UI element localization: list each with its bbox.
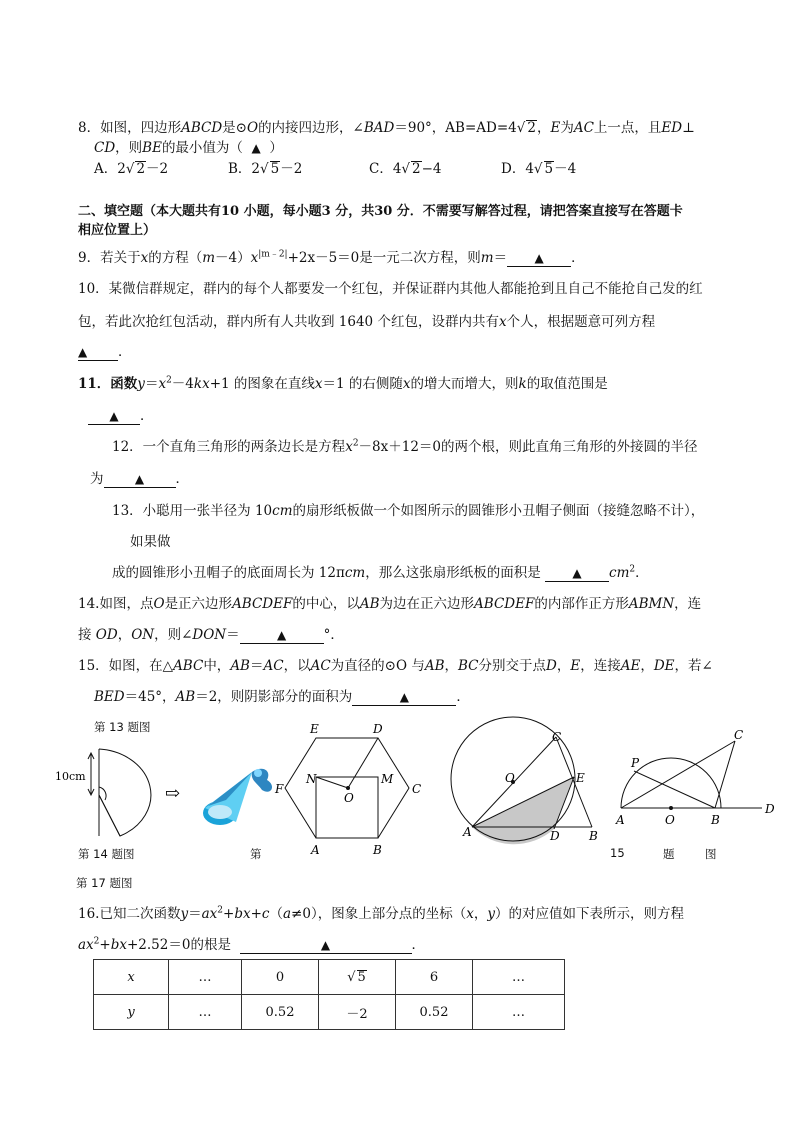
q8-option-a: A．2√ 2－2 xyxy=(94,161,169,177)
q9: 9．若关于x的方程$(m-4)x^{|m﹣2|}+2x-5=0$是一元二次方程，则m＝ ▲ ． xyxy=(78,249,585,266)
q14-line2: 接 OD，ON，则∠DON＝ ▲ °． xyxy=(78,627,344,643)
circle-label-c: C xyxy=(552,730,562,744)
answer-blank[interactable]: ▲ xyxy=(240,627,324,644)
table-cell: … xyxy=(169,995,242,1030)
caption-fig14: 第 14 题图 xyxy=(78,847,135,861)
q8-line2: CD，则BE的最小值为（ ▲ ） xyxy=(94,140,283,156)
hex-label-n: N xyxy=(306,772,317,786)
sector-radius-label: 10cm xyxy=(55,770,86,783)
table-cell: 0.52 xyxy=(242,995,319,1030)
answer-blank[interactable]: ▲ xyxy=(507,250,571,267)
table-cell: … xyxy=(473,995,565,1030)
caption-di: 第 xyxy=(250,847,262,861)
hex-label-b: B xyxy=(373,843,382,857)
hex-label-c: C xyxy=(412,782,422,796)
q8-option-c: C．4√ 2−4 xyxy=(369,161,442,177)
hexagon-figure xyxy=(285,738,409,838)
q16-line1: 16.已知二次函数$y=ax^2+bx+c(a\ne 0)$，图象上部分点的坐标（x，y）的对应值如下表所示，则方程 xyxy=(78,905,684,922)
circle-label-e: E xyxy=(576,771,585,785)
table-cell: √ 5 xyxy=(319,960,396,995)
q13-line2: 如果做 xyxy=(130,534,171,550)
circle-label-o: O xyxy=(505,771,515,785)
semi-label-o: O xyxy=(665,813,675,827)
q10-line2: 包，若此次抢红包活动，群内所有人共收到 1640 个红包，设群内共有x个人，根据题意可列方程 xyxy=(78,314,656,330)
q8-option-d: D．4√ 5－4 xyxy=(501,161,577,177)
hex-label-m: M xyxy=(381,772,394,786)
hex-label-a: A xyxy=(311,843,320,857)
caption-fig13: 第 13 题图 xyxy=(94,720,151,734)
circle-figure xyxy=(451,717,592,844)
q13-line1: 13．小聪用一张半径为 10cm的扇形纸板做一个如图所示的圆锥形小丑帽子侧面（接缝忽略不计）， xyxy=(112,503,705,519)
answer-triangle: ▲ xyxy=(251,141,261,155)
table-cell: x xyxy=(94,960,169,995)
hex-label-f: F xyxy=(275,782,284,796)
answer-blank[interactable]: ▲ xyxy=(78,344,118,361)
q10-line1: 10．某微信群规定，群内的每个人都要发一个红包，并保证群内其他人都能抢到且自己不能抢自己发的红 xyxy=(78,281,703,297)
q16-line2: $ax^2+bx+2.52=0$的根是 ▲ ． xyxy=(78,936,426,953)
q10-line3: ▲ ． xyxy=(78,344,132,360)
caption-fig17: 第 17 题图 xyxy=(76,876,133,890)
table-row-y xyxy=(94,995,565,1030)
semi-label-c: C xyxy=(734,728,744,742)
table-cell: 0.52 xyxy=(396,995,473,1030)
table-row-x xyxy=(94,960,565,995)
arrow-icon: ⇨ xyxy=(165,783,181,804)
q8-option-b: B．2√ 5－2 xyxy=(228,161,303,177)
q12-line2: 为 ▲ ． xyxy=(90,471,189,487)
q15-line1: 15．如图，在△ABC中，AB＝AC，以AC为直径的⊙O 与AB，BC分别交于点D，E，连接AE，DE，若∠ xyxy=(78,658,713,674)
hex-label-e: E xyxy=(310,722,319,736)
answer-blank[interactable]: ▲ xyxy=(352,689,456,706)
semi-label-a: A xyxy=(616,813,625,827)
circle-label-a: A xyxy=(463,825,472,839)
answer-blank[interactable]: ▲ xyxy=(545,565,609,582)
section2-heading-cont: 相应位置上） xyxy=(78,223,157,238)
caption-fig15-num: 15 xyxy=(610,846,625,860)
q15-line2: BED＝45°，AB＝2，则阴影部分的面积为 ▲ ． xyxy=(94,689,470,705)
value-table xyxy=(93,959,565,1030)
answer-blank[interactable]: ▲ xyxy=(240,937,412,954)
table-cell: 6 xyxy=(396,960,473,995)
table-cell: … xyxy=(473,960,565,995)
caption-fig15-ti: 题 xyxy=(663,847,675,861)
table-cell: y xyxy=(94,995,169,1030)
semi-label-b: B xyxy=(711,813,720,827)
semicircle-figure xyxy=(621,741,762,810)
q8-line1: 8．如图，四边形ABCD是⊙O的内接四边形，∠BAD＝90°，AB=AD=4√ 2，E为AC上一点，且ED⊥ xyxy=(78,120,695,136)
sector-figure xyxy=(88,749,151,836)
q12-line1: 12．一个直角三角形的两条边长是方程$x^2-8x+12=0$的两个根，则此直角三角形的外接圆的半径 xyxy=(112,438,698,455)
answer-blank[interactable]: ▲ xyxy=(104,471,176,488)
clown-hat-illustration xyxy=(203,769,272,825)
q14-line1: 14.如图，点O是正六边形ABCDEF的中心，以AB为边在正六边形ABCDEF的内部作正方形ABMN，连 xyxy=(78,596,702,612)
answer-blank[interactable]: ▲ xyxy=(88,408,140,425)
circle-label-d: D xyxy=(550,829,560,843)
q13-line3: 成的圆锥形小丑帽子的底面周长为 12πcm，那么这张扇形纸板的面积是 ▲ $cm^2$． xyxy=(112,564,649,581)
table-cell: －2 xyxy=(319,995,396,1030)
section2-heading: 二、填空题（本大题共有10 小题，每小题3 分，共30 分．不需要写解答过程，请把答案直接写在答题卡 xyxy=(78,204,683,219)
semi-label-p: P xyxy=(631,756,640,770)
circle-label-b: B xyxy=(589,829,598,843)
table-cell: … xyxy=(169,960,242,995)
q11-line2: ▲ ． xyxy=(88,407,154,425)
caption-fig15-tu: 图 xyxy=(705,847,717,861)
q11-line1: 11．函数$y=x^2-4kx+1$ 的图象在直线x＝1 的右侧随x的增大而增大，则k的取值范围是 xyxy=(78,375,608,392)
hex-label-d: D xyxy=(373,722,383,736)
table-cell: 0 xyxy=(242,960,319,995)
semi-label-d: D xyxy=(765,802,775,816)
hex-label-o: O xyxy=(344,791,354,805)
